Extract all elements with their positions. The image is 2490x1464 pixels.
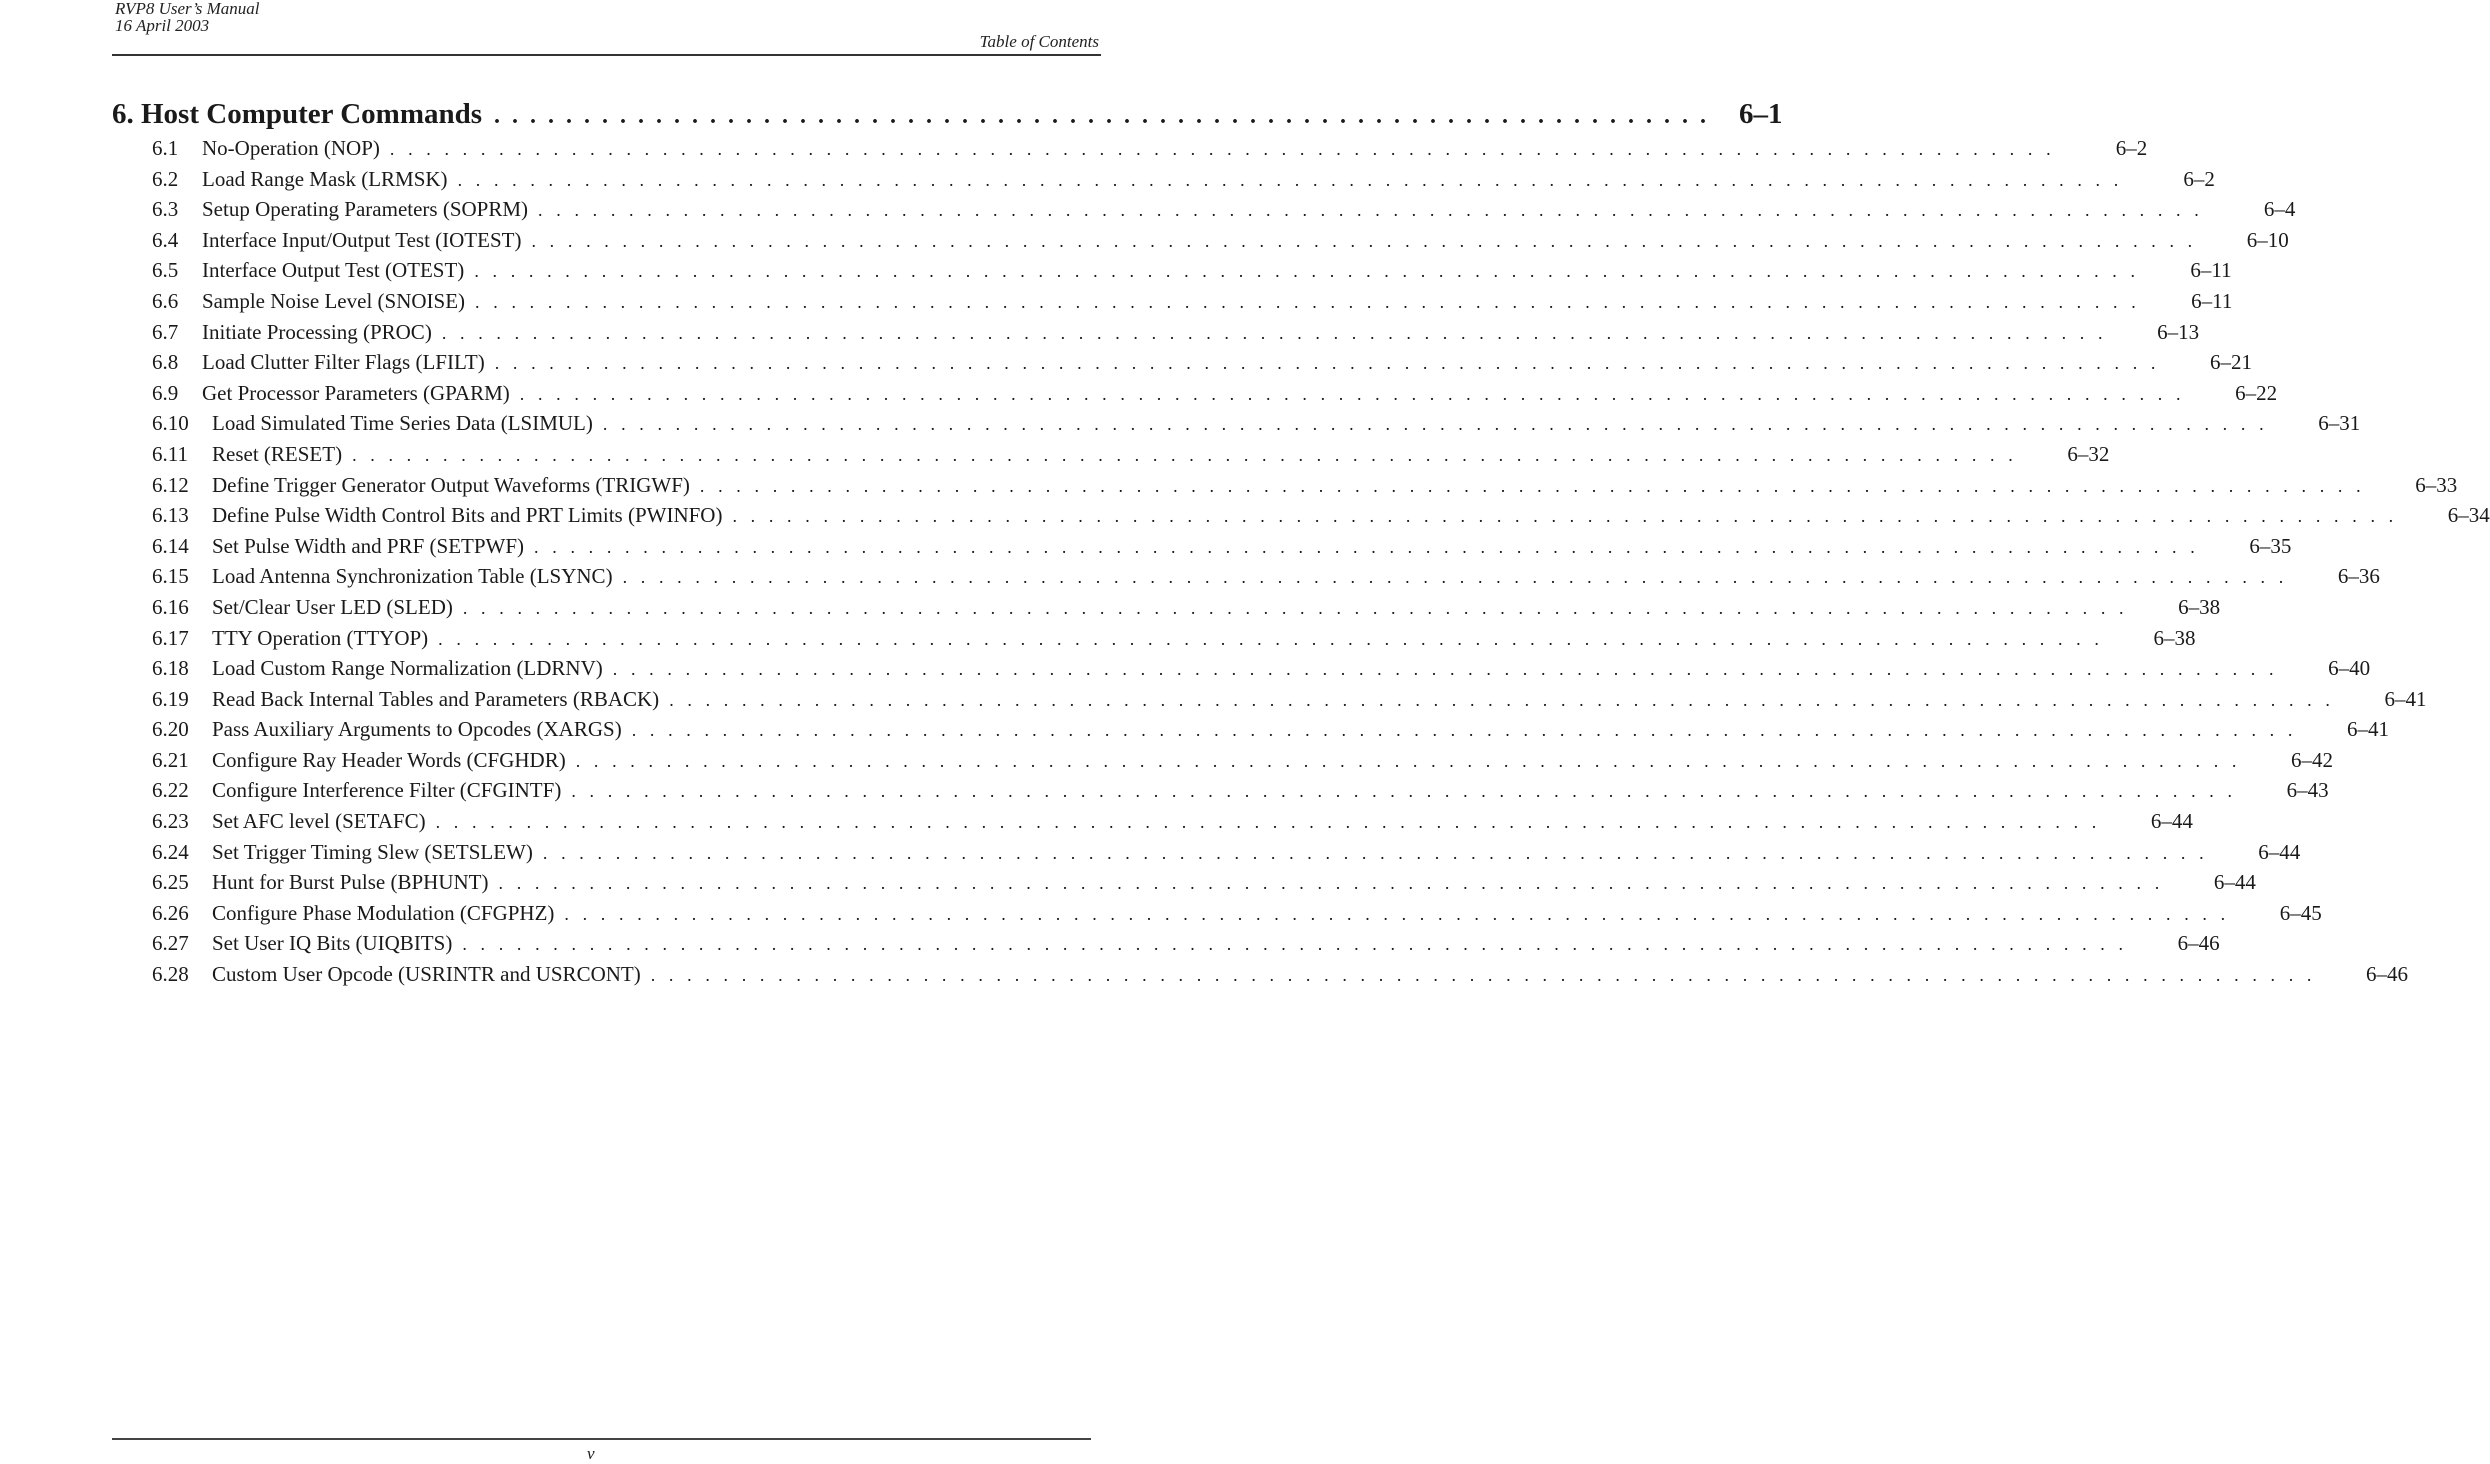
toc-entry-title: Interface Input/Output Test (IOTEST) [202,227,522,252]
toc-entry[interactable] [152,227,2289,259]
toc-entry-page: 6–44 [2258,839,2301,864]
toc-entry-page: 6–35 [2249,533,2292,558]
toc-entry-page: 6–42 [2291,747,2334,772]
toc-entry-number: 6.4 [152,227,179,252]
toc-entry-title: Custom User Opcode (USRINTR and USRCONT) [212,962,641,987]
toc-entry-title: Load Simulated Time Series Data (LSIMUL) [212,411,593,436]
toc-list [152,136,2490,993]
toc-entry-title: Set Pulse Width and PRF (SETPWF) [212,533,525,558]
toc-entry-number: 6.25 [152,870,189,895]
toc-entry[interactable] [152,411,2361,442]
toc-entry-number: 6.27 [152,931,189,956]
toc-entry-title: Hunt for Burst Pulse (BPHUNT) [212,870,489,895]
toc-entry-page: 6–10 [2246,227,2289,252]
toc-entry-page: 6–2 [2115,136,2148,160]
toc-entry-title: Configure Ray Header Words (CFGHDR) [212,747,566,772]
toc-entry[interactable] [152,441,2110,473]
toc-entry-page: 6–41 [2384,686,2427,711]
toc-entry[interactable] [152,288,2233,320]
toc-entry[interactable] [152,900,2322,932]
toc-entry-number: 6.20 [152,717,189,742]
toc-entry-page: 6–36 [2337,564,2380,589]
toc-entry-number: 6.17 [152,625,189,650]
chapter-page-number: 6–1 [1739,98,1783,130]
toc-entry-number: 6.22 [152,778,189,803]
toc-entry-page: 6–43 [2286,778,2329,803]
toc-entry[interactable] [152,594,2221,626]
toc-entry-title: Pass Auxiliary Arguments to Opcodes (XARGS) [212,717,622,742]
toc-entry-page: 6–21 [2210,350,2253,375]
toc-entry-page: 6–13 [2157,319,2200,344]
toc-entry-page: 6–41 [2347,717,2389,742]
toc-entry-page: 6–46 [2177,931,2220,956]
toc-entry-number: 6.26 [152,900,189,925]
chapter-leader-dots: . . . . . . . . . . . . . . . . . . . . . . . . . . . . . . . . . . . . . . . . . . . . . . . . . . . . . . . . . . . . . . . . . . . . [494,103,1710,129]
toc-leader-dots: . . . . . . . . . . . . . . . . . . . . . . . . . . . . . . . . . . . . . . . . . . . . . . . . . . . . . . . . . . . . . . . . . . . . . . . . . . . . . . . . . . . . . . . . . . . . [475,291,2141,312]
toc-entry-title: Load Custom Range Normalization (LDRNV) [212,656,603,681]
toc-entry-page: 6–31 [2318,411,2361,436]
toc-entry[interactable] [152,747,2334,779]
toc-entry-title: TTY Operation (TTYOP) [212,625,429,650]
toc-leader-dots: . . . . . . . . . . . . . . . . . . . . . . . . . . . . . . . . . . . . . . . . . . . . . . . . . . . . . . . . . . . . . . . . . . . . . . . . . . . . . . . . . . . . . . . . . . . . [534,536,2200,557]
toc-entry-number: 6.23 [152,809,189,834]
chapter-heading[interactable] [112,98,1783,138]
toc-leader-dots: . . . . . . . . . . . . . . . . . . . . . . . . . . . . . . . . . . . . . . . . . . . . . . . . . . . . . . . . . . . . . . . . . . . . . . . . . . . . . . . . . . . . . . . . . . . . [441,322,2108,343]
toc-leader-dots: . . . . . . . . . . . . . . . . . . . . . . . . . . . . . . . . . . . . . . . . . . . . . . . . . . . . . . . . . . . . . . . . . . . . . . . . . . . . . . . . . . . . . . . . . . . . [542,842,2209,863]
toc-leader-dots: . . . . . . . . . . . . . . . . . . . . . . . . . . . . . . . . . . . . . . . . . . . . . . . . . . . . . . . . . . . . . . . . . . . . . . . . . . . . . . . . . . . . . . . . . . . . [498,873,2164,894]
toc-entry-number: 6.21 [152,747,189,772]
toc-entry-number: 6.12 [152,472,189,497]
toc-leader-dots: . . . . . . . . . . . . . . . . . . . . . . . . . . . . . . . . . . . . . . . . . . . . . . . . . . . . . . . . . . . . . . . . . . . . . . . . . . . . . . . . . . . . . . . . . . . . [538,200,2204,221]
toc-entry-number: 6.14 [152,533,189,558]
toc-leader-dots: . . . . . . . . . . . . . . . . . . . . . . . . . . . . . . . . . . . . . . . . . . . . . . . . . . . . . . . . . . . . . . . . . . . . . . . . . . . . . . . . . . . . . . . . . . . . [669,689,2335,710]
toc-entry-number: 6.28 [152,962,189,987]
toc-entry-number: 6.9 [152,380,179,405]
toc-entry-page: 6–32 [2067,441,2110,466]
toc-leader-dots: . . . . . . . . . . . . . . . . . . . . . . . . . . . . . . . . . . . . . . . . . . . . . . . . . . . . . . . . . . . . . . . . . . . . . . . . . . . . . . . . . . . . . . . . . . . . [699,475,2366,496]
toc-leader-dots: . . . . . . . . . . . . . . . . . . . . . . . . . . . . . . . . . . . . . . . . . . . . . . . . . . . . . . . . . . . . . . . . . . . . . . . . . . . . . . . . . . . . . . . . . . . . [575,750,2242,771]
toc-leader-dots: . . . . . . . . . . . . . . . . . . . . . . . . . . . . . . . . . . . . . . . . . . . . . . . . . . . . . . . . . . . . . . . . . . . . . . . . . . . . . . . . . . . . . . . . . . . . [462,934,2128,955]
toc-entry-page: 6–40 [2328,656,2371,681]
toc-leader-dots: . . . . . . . . . . . . . . . . . . . . . . . . . . . . . . . . . . . . . . . . . . . . . . . . . . . . . . . . . . . . . . . . . . . . . . . . . . . . . . . . . . . . . . . . . . . . [438,628,2104,649]
toc-entry-title: No-Operation (NOP) [202,136,380,160]
manual-title: RVP8 User’s Manual [115,0,260,18]
section-title: Table of Contents [979,32,1099,51]
toc-entry-number: 6.13 [152,503,189,528]
toc-entry-title: Setup Operating Parameters (SOPRM) [202,197,529,222]
toc-entry[interactable] [152,717,2389,748]
toc-entry[interactable] [152,380,2278,412]
toc-entry-number: 6.5 [152,258,179,283]
toc-entry[interactable] [152,656,2371,687]
toc-leader-dots: . . . . . . . . . . . . . . . . . . . . . . . . . . . . . . . . . . . . . . . . . . . . . . . . . . . . . . . . . . . . . . . . . . . . . . . . . . . . . . . . . . . . . . . . . . . . [457,169,2123,190]
toc-entry-title: Set User IQ Bits (UIQBITS) [212,931,453,956]
toc-entry-page: 6–46 [2366,962,2409,987]
toc-entry-number: 6.10 [152,411,189,436]
toc-entry-title: Configure Interference Filter (CFGINTF) [212,778,562,803]
toc-entry-title: Load Range Mask (LRMSK) [202,166,448,191]
toc-entry[interactable] [152,809,2193,840]
toc-entry-page: 6–11 [2190,258,2232,283]
toc-entry-title: Set AFC level (SETAFC) [212,809,426,834]
toc-entry-number: 6.18 [152,656,189,681]
toc-entry-page: 6–2 [2183,166,2215,191]
toc-entry-number: 6.8 [152,350,179,375]
toc-entry-title: Set/Clear User LED (SLED) [212,594,453,619]
toc-leader-dots: . . . . . . . . . . . . . . . . . . . . . . . . . . . . . . . . . . . . . . . . . . . . . . . . . . . . . . . . . . . . . . . . . . . . . . . . . . . . . . . . . . . . . . . . . . . . [435,812,2101,833]
toc-entry-title: Load Antenna Synchronization Table (LSYNC) [212,564,613,589]
toc-entry[interactable] [152,197,2296,228]
toc-entry-title: Reset (RESET) [212,441,343,466]
toc-leader-dots: . . . . . . . . . . . . . . . . . . . . . . . . . . . . . . . . . . . . . . . . . . . . . . . . . . . . . . . . . . . . . . . . . . . . . . . . . . . . . . . . . . . . . . . . . . . . [531,230,2197,251]
toc-entry[interactable] [152,503,2490,534]
toc-entry[interactable] [152,258,2232,289]
toc-entry[interactable] [152,472,2458,504]
toc-leader-dots: . . . . . . . . . . . . . . . . . . . . . . . . . . . . . . . . . . . . . . . . . . . . . . . . . . . . . . . . . . . . . . . . . . . . . . . . . . . . . . . . . . . . . . . . . . . . [519,383,2186,404]
toc-entry-page: 6–45 [2279,900,2322,925]
toc-entry-page: 6–34 [2447,503,2490,528]
toc-entry[interactable] [152,839,2301,871]
toc-entry-title: Configure Phase Modulation (CFGPHZ) [212,900,555,925]
toc-entry-page: 6–11 [2191,288,2233,313]
toc-leader-dots: . . . . . . . . . . . . . . . . . . . . . . . . . . . . . . . . . . . . . . . . . . . . . . . . . . . . . . . . . . . . . . . . . . . . . . . . . . . . . . . . . . . . . . . . . . . . [650,965,2317,986]
toc-entry-title: Sample Noise Level (SNOISE) [202,288,466,313]
toc-entry[interactable] [152,136,2148,167]
toc-entry-number: 6.1 [152,136,179,160]
chapter-title: 6. Host Computer Commands [112,98,483,130]
toc-entry[interactable] [152,166,2215,198]
toc-entry-title: Set Trigger Timing Slew (SETSLEW) [212,839,533,864]
toc-leader-dots: . . . . . . . . . . . . . . . . . . . . . . . . . . . . . . . . . . . . . . . . . . . . . . . . . . . . . . . . . . . . . . . . . . . . . . . . . . . . . . . . . . . . . . . . . . . . [571,781,2237,802]
manual-date: 16 April 2003 [115,16,210,35]
toc-leader-dots: . . . . . . . . . . . . . . . . . . . . . . . . . . . . . . . . . . . . . . . . . . . . . . . . . . . . . . . . . . . . . . . . . . . . . . . . . . . . . . . . . . . . . . . . . . . . [612,659,2279,680]
toc-entry[interactable] [152,350,2253,381]
toc-leader-dots: . . . . . . . . . . . . . . . . . . . . . . . . . . . . . . . . . . . . . . . . . . . . . . . . . . . . . . . . . . . . . . . . . . . . . . . . . . . . . . . . . . . . . . . . . . . . [622,567,2288,588]
toc-leader-dots: . . . . . . . . . . . . . . . . . . . . . . . . . . . . . . . . . . . . . . . . . . . . . . . . . . . . . . . . . . . . . . . . . . . . . . . . . . . . . . . . . . . . . . . . . . . . [352,444,2018,465]
toc-leader-dots: . . . . . . . . . . . . . . . . . . . . . . . . . . . . . . . . . . . . . . . . . . . . . . . . . . . . . . . . . . . . . . . . . . . . . . . . . . . . . . . . . . . . . . . . . . . . [494,353,2161,374]
toc-entry-page: 6–33 [2415,472,2458,497]
toc-entry-page: 6–38 [2178,594,2221,619]
toc-entry-page: 6–22 [2235,380,2278,405]
toc-entry-title: Interface Output Test (OTEST) [202,258,465,283]
toc-entry-title: Initiate Processing (PROC) [202,319,432,344]
toc-entry-number: 6.11 [152,441,188,466]
toc-entry[interactable] [152,625,2196,657]
toc-entry-title: Define Pulse Width Control Bits and PRT Limits (PWINFO) [212,503,723,528]
footer-divider [112,1438,1091,1440]
toc-entry-page: 6–38 [2153,625,2196,650]
toc-entry-title: Define Trigger Generator Output Waveforms (TRIGWF) [212,472,690,497]
toc-entry-number: 6.15 [152,564,189,589]
toc-entry[interactable] [152,870,2256,901]
toc-entry-page: 6–44 [2213,870,2256,895]
toc-entry[interactable] [152,931,2220,962]
toc-entry[interactable] [152,319,2200,351]
footer-page-number: v [587,1444,595,1463]
toc-entry[interactable] [152,778,2329,809]
page-header [115,0,260,34]
toc-entry[interactable] [152,533,2292,565]
toc-leader-dots: . . . . . . . . . . . . . . . . . . . . . . . . . . . . . . . . . . . . . . . . . . . . . . . . . . . . . . . . . . . . . . . . . . . . . . . . . . . . . . . . . . . . . . . . . . . . [732,506,2398,527]
toc-entry-number: 6.3 [152,197,179,222]
toc-leader-dots: . . . . . . . . . . . . . . . . . . . . . . . . . . . . . . . . . . . . . . . . . . . . . . . . . . . . . . . . . . . . . . . . . . . . . . . . . . . . . . . . . . . . . . . . . . . . [474,261,2140,282]
toc-entry-number: 6.7 [152,319,179,344]
toc-entry[interactable] [152,564,2380,595]
toc-entry-title: Read Back Internal Tables and Parameters (RBACK) [212,686,660,711]
toc-entry-page: 6–44 [2150,809,2193,834]
toc-entry-number: 6.2 [152,166,179,191]
toc-entry-number: 6.24 [152,839,189,864]
toc-leader-dots: . . . . . . . . . . . . . . . . . . . . . . . . . . . . . . . . . . . . . . . . . . . . . . . . . . . . . . . . . . . . . . . . . . . . . . . . . . . . . . . . . . . . . . . . . . . . [631,720,2297,741]
toc-leader-dots: . . . . . . . . . . . . . . . . . . . . . . . . . . . . . . . . . . . . . . . . . . . . . . . . . . . . . . . . . . . . . . . . . . . . . . . . . . . . . . . . . . . . . . . . . . . . [564,903,2230,924]
toc-leader-dots: . . . . . . . . . . . . . . . . . . . . . . . . . . . . . . . . . . . . . . . . . . . . . . . . . . . . . . . . . . . . . . . . . . . . . . . . . . . . . . . . . . . . . . . . . . . . [389,139,2056,159]
toc-entry[interactable] [152,962,2409,993]
toc-leader-dots: . . . . . . . . . . . . . . . . . . . . . . . . . . . . . . . . . . . . . . . . . . . . . . . . . . . . . . . . . . . . . . . . . . . . . . . . . . . . . . . . . . . . . . . . . . . . [602,414,2269,435]
toc-entry-number: 6.16 [152,594,189,619]
header-divider [112,54,1101,56]
toc-entry-number: 6.19 [152,686,189,711]
toc-entry-title: Load Clutter Filter Flags (LFILT) [202,350,485,375]
toc-entry[interactable] [152,686,2427,718]
toc-entry-title: Get Processor Parameters (GPARM) [202,380,510,405]
toc-leader-dots: . . . . . . . . . . . . . . . . . . . . . . . . . . . . . . . . . . . . . . . . . . . . . . . . . . . . . . . . . . . . . . . . . . . . . . . . . . . . . . . . . . . . . . . . . . . . [462,597,2129,618]
toc-entry-number: 6.6 [152,288,179,313]
toc-entry-page: 6–4 [2263,197,2296,222]
